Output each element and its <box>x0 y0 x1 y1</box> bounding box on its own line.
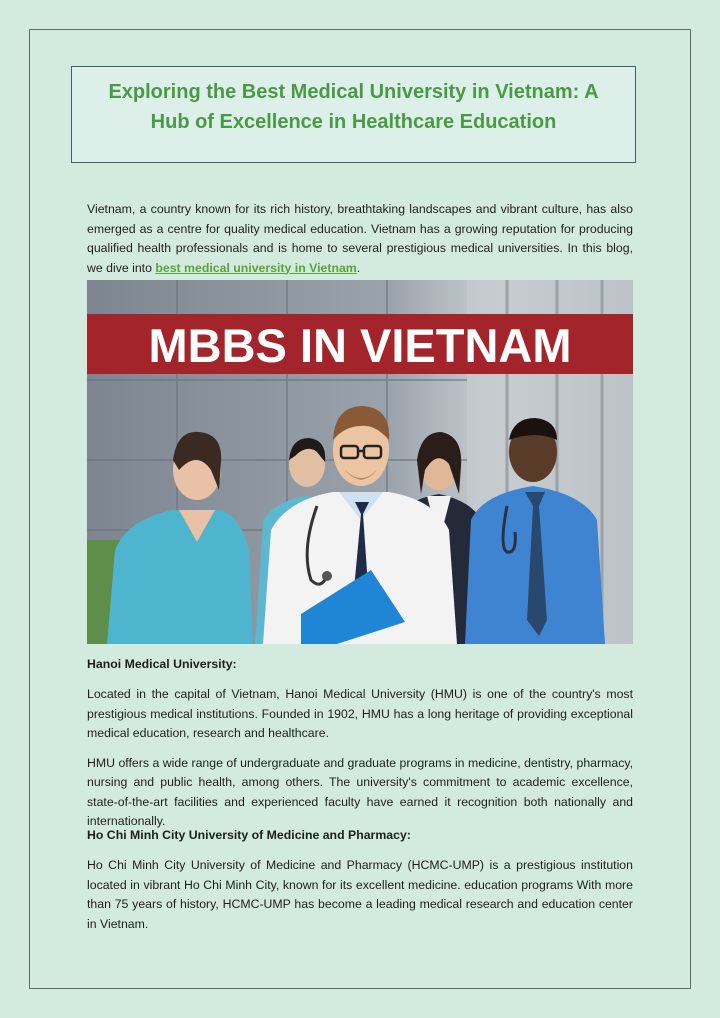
section-heading: Ho Chi Minh City University of Medicine and Pharmacy: <box>87 828 411 842</box>
university-link[interactable]: best medical university in Vietnam <box>155 260 357 275</box>
intro-paragraph <box>87 200 633 278</box>
title-box <box>71 66 636 163</box>
intro-end: . <box>356 260 361 275</box>
section-hcmc <box>87 826 633 934</box>
section-paragraph: Ho Chi Minh City University of Medicine and Pharmacy (HCMC-UMP) is a prestigious institution located in vibrant Ho Chi Minh City, known for its excellent medicine. education programs With more than 75 years of history, HCMC-UMP has become a leading medical research and education center in Vietnam. <box>87 858 633 931</box>
section-hanoi <box>87 655 633 832</box>
hero-illustration <box>87 280 633 644</box>
banner-title: MBBS IN VIETNAM <box>148 319 572 372</box>
section-heading: Hanoi Medical University: <box>87 657 237 671</box>
intro-text: Vietnam, a country known for its rich history, breathtaking landscapes and vibrant culture, has also emerged as a centre for quality medical education. Vietnam has a growing reputation for producing qualified health professionals and is home to several prestigious medical universities. In this blog, we dive into <box>87 202 633 275</box>
page-title: Exploring the Best Medical University in Vietnam: A Hub of Excellence in Healthcare Education <box>108 81 599 133</box>
section-paragraph: HMU offers a wide range of undergraduate and graduate programs in medicine, dentistry, pharmacy, nursing and public health, among others. The university's commitment to academic excellence, state-of-the-art facilities and experienced faculty have earned it recognition both nationally and internationally. <box>87 755 633 828</box>
section-paragraph: Located in the capital of Vietnam, Hanoi Medical University (HMU) is one of the country's most prestigious medical institutions. Founded in 1902, HMU has a long heritage of providing exceptional medical education, research and healthcare. <box>87 687 633 740</box>
hero-image <box>87 280 633 644</box>
